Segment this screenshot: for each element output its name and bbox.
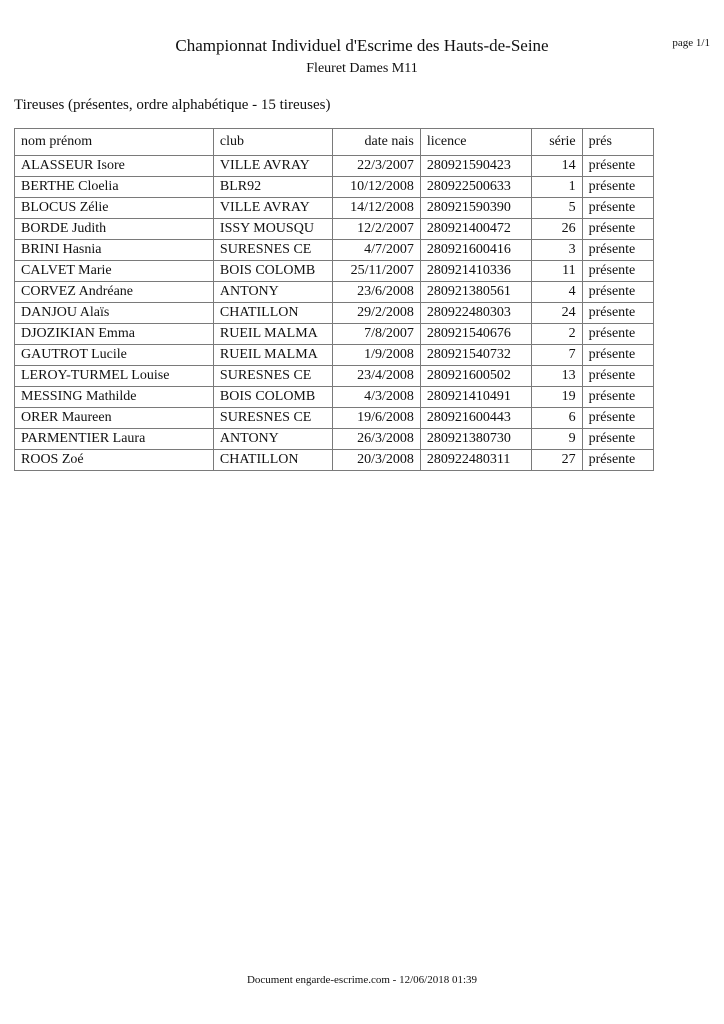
cell-serie: 24 xyxy=(532,303,582,324)
table-row xyxy=(15,324,654,345)
table-row xyxy=(15,177,654,198)
cell-club: SURESNES CE xyxy=(213,240,333,261)
cell-name: ROOS Zoé xyxy=(15,450,214,471)
cell-serie: 1 xyxy=(532,177,582,198)
cell-presence: présente xyxy=(582,408,653,429)
column-header-licence: licence xyxy=(420,129,532,156)
cell-serie: 2 xyxy=(532,324,582,345)
cell-name: PARMENTIER Laura xyxy=(15,429,214,450)
cell-club: ISSY MOUSQU xyxy=(213,219,333,240)
table-row xyxy=(15,219,654,240)
cell-presence: présente xyxy=(582,450,653,471)
cell-birthdate: 10/12/2008 xyxy=(333,177,420,198)
page-number: page 1/1 xyxy=(672,37,710,49)
table-row xyxy=(15,303,654,324)
cell-birthdate: 4/7/2007 xyxy=(333,240,420,261)
column-header-presence: prés xyxy=(582,129,653,156)
table-row xyxy=(15,261,654,282)
table-row xyxy=(15,282,654,303)
cell-name: BERTHE Cloelia xyxy=(15,177,214,198)
cell-serie: 6 xyxy=(532,408,582,429)
cell-licence: 280922480311 xyxy=(420,450,532,471)
cell-club: ANTONY xyxy=(213,282,333,303)
cell-licence: 280922480303 xyxy=(420,303,532,324)
table-row xyxy=(15,366,654,387)
cell-presence: présente xyxy=(582,219,653,240)
cell-presence: présente xyxy=(582,324,653,345)
cell-licence: 280921400472 xyxy=(420,219,532,240)
cell-birthdate: 23/4/2008 xyxy=(333,366,420,387)
cell-birthdate: 20/3/2008 xyxy=(333,450,420,471)
cell-birthdate: 7/8/2007 xyxy=(333,324,420,345)
cell-presence: présente xyxy=(582,156,653,177)
cell-serie: 19 xyxy=(532,387,582,408)
column-header-club: club xyxy=(213,129,333,156)
cell-club: BLR92 xyxy=(213,177,333,198)
cell-name: CALVET Marie xyxy=(15,261,214,282)
cell-name: LEROY-TURMEL Louise xyxy=(15,366,214,387)
cell-serie: 5 xyxy=(532,198,582,219)
cell-presence: présente xyxy=(582,429,653,450)
cell-licence: 280921540732 xyxy=(420,345,532,366)
table-header-row xyxy=(15,129,654,156)
cell-serie: 7 xyxy=(532,345,582,366)
cell-birthdate: 23/6/2008 xyxy=(333,282,420,303)
cell-licence: 280922500633 xyxy=(420,177,532,198)
cell-club: SURESNES CE xyxy=(213,366,333,387)
cell-presence: présente xyxy=(582,240,653,261)
table-row xyxy=(15,408,654,429)
cell-name: CORVEZ Andréane xyxy=(15,282,214,303)
cell-serie: 26 xyxy=(532,219,582,240)
table-row xyxy=(15,429,654,450)
cell-presence: présente xyxy=(582,177,653,198)
fencers-table xyxy=(14,128,654,471)
cell-serie: 4 xyxy=(532,282,582,303)
cell-birthdate: 4/3/2008 xyxy=(333,387,420,408)
cell-club: VILLE AVRAY xyxy=(213,198,333,219)
cell-name: BLOCUS Zélie xyxy=(15,198,214,219)
column-header-name: nom prénom xyxy=(15,129,214,156)
cell-serie: 27 xyxy=(532,450,582,471)
cell-club: SURESNES CE xyxy=(213,408,333,429)
cell-name: BORDE Judith xyxy=(15,219,214,240)
cell-birthdate: 1/9/2008 xyxy=(333,345,420,366)
table-row xyxy=(15,345,654,366)
column-header-serie: série xyxy=(532,129,582,156)
cell-licence: 280921410491 xyxy=(420,387,532,408)
cell-birthdate: 19/6/2008 xyxy=(333,408,420,429)
cell-birthdate: 25/11/2007 xyxy=(333,261,420,282)
cell-presence: présente xyxy=(582,282,653,303)
cell-birthdate: 22/3/2007 xyxy=(333,156,420,177)
cell-name: MESSING Mathilde xyxy=(15,387,214,408)
cell-licence: 280921590423 xyxy=(420,156,532,177)
cell-club: RUEIL MALMA xyxy=(213,345,333,366)
cell-presence: présente xyxy=(582,366,653,387)
cell-club: BOIS COLOMB xyxy=(213,261,333,282)
cell-licence: 280921380561 xyxy=(420,282,532,303)
table-caption: Tireuses (présentes, ordre alphabétique - 15 tireuses) xyxy=(14,97,331,113)
cell-name: BRINI Hasnia xyxy=(15,240,214,261)
cell-presence: présente xyxy=(582,303,653,324)
column-header-birthdate: date nais xyxy=(333,129,420,156)
cell-name: ALASSEUR Isore xyxy=(15,156,214,177)
cell-club: VILLE AVRAY xyxy=(213,156,333,177)
cell-presence: présente xyxy=(582,198,653,219)
cell-birthdate: 26/3/2008 xyxy=(333,429,420,450)
cell-name: GAUTROT Lucile xyxy=(15,345,214,366)
table-row xyxy=(15,198,654,219)
table-row xyxy=(15,156,654,177)
cell-licence: 280921540676 xyxy=(420,324,532,345)
cell-birthdate: 29/2/2008 xyxy=(333,303,420,324)
cell-club: CHATILLON xyxy=(213,303,333,324)
cell-name: DJOZIKIAN Emma xyxy=(15,324,214,345)
table-row xyxy=(15,450,654,471)
cell-club: ANTONY xyxy=(213,429,333,450)
cell-presence: présente xyxy=(582,345,653,366)
cell-club: RUEIL MALMA xyxy=(213,324,333,345)
cell-name: DANJOU Alaïs xyxy=(15,303,214,324)
cell-birthdate: 12/2/2007 xyxy=(333,219,420,240)
footer-text: Document engarde-escrime.com - 12/06/2018 01:39 xyxy=(246,974,478,986)
cell-serie: 11 xyxy=(532,261,582,282)
cell-serie: 3 xyxy=(532,240,582,261)
cell-club: BOIS COLOMB xyxy=(213,387,333,408)
cell-licence: 280921380730 xyxy=(420,429,532,450)
cell-birthdate: 14/12/2008 xyxy=(333,198,420,219)
document-title: Championnat Individuel d'Escrime des Hauts-de-Seine xyxy=(175,36,549,55)
cell-licence: 280921600416 xyxy=(420,240,532,261)
cell-presence: présente xyxy=(582,261,653,282)
table-row xyxy=(15,387,654,408)
cell-presence: présente xyxy=(582,387,653,408)
cell-licence: 280921600443 xyxy=(420,408,532,429)
cell-club: CHATILLON xyxy=(213,450,333,471)
table-row xyxy=(15,240,654,261)
document-subtitle: Fleuret Dames M11 xyxy=(306,61,418,76)
cell-licence: 280921590390 xyxy=(420,198,532,219)
cell-serie: 13 xyxy=(532,366,582,387)
cell-licence: 280921600502 xyxy=(420,366,532,387)
cell-serie: 9 xyxy=(532,429,582,450)
cell-licence: 280921410336 xyxy=(420,261,532,282)
cell-serie: 14 xyxy=(532,156,582,177)
cell-name: ORER Maureen xyxy=(15,408,214,429)
